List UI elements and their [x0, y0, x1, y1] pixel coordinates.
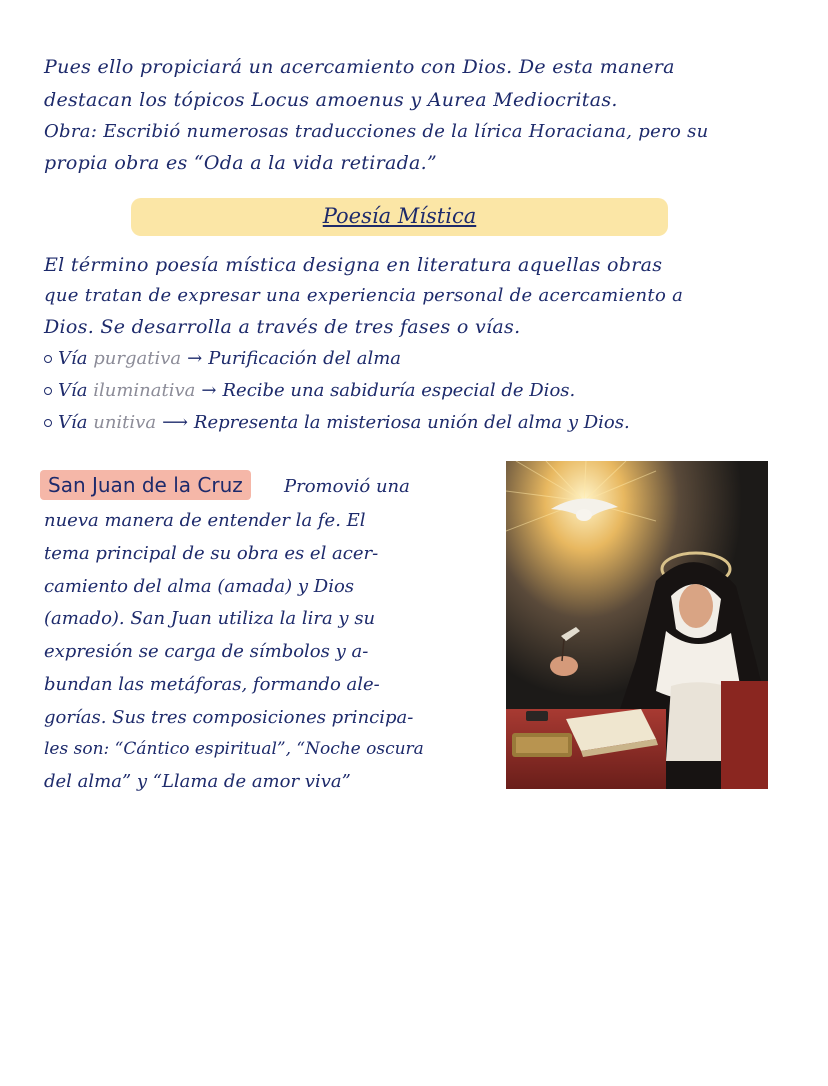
author-line-6: expresión se carga de símbolos y a- — [44, 641, 369, 662]
intro-line-3: Obra: Escribió numerosas traducciones de la lírica Horaciana, pero su — [44, 121, 709, 142]
via-item-purgativa: Vía purgativa → Purificación del alma — [44, 348, 401, 369]
arrow-right-icon: → — [201, 380, 217, 401]
bullet-icon — [44, 355, 52, 363]
intro-line-4: propia obra es “Oda a la vida retirada.” — [44, 152, 438, 174]
author-line-1: Promovió una — [284, 476, 410, 497]
section-title-highlight — [131, 198, 668, 236]
intro-line-2: destacan los tópicos Locus amoenus y Aurea Mediocritas. — [44, 89, 618, 111]
intro-line-1: Pues ello propiciará un acercamiento con Dios. De esta manera — [44, 56, 675, 78]
author-name-highlight: San Juan de la Cruz — [40, 470, 251, 500]
author-line-4: camiento del alma (amada) y Dios — [44, 576, 355, 597]
author-line-7: bundan las metáforas, formando ale- — [44, 674, 380, 695]
author-line-2: nueva manera de entender la fe. El — [44, 510, 366, 531]
via-item-unitiva: Vía unitiva ⟶ Representa la misteriosa unión del alma y Dios. — [44, 412, 630, 433]
definition-line-2: que tratan de expresar una experiencia personal de acercamiento a — [44, 285, 684, 306]
arrow-right-icon: ⟶ — [162, 412, 188, 433]
saint-painting-image — [506, 461, 768, 789]
arrow-right-icon: → — [187, 348, 203, 369]
author-line-3: tema principal de su obra es el acer- — [44, 543, 379, 564]
definition-line-3: Dios. Se desarrolla a través de tres fases o vías. — [44, 316, 521, 338]
author-line-8: gorías. Sus tres composiciones principa- — [44, 707, 414, 728]
bullet-icon — [44, 419, 52, 427]
definition-line-1: El término poesía mística designa en literatura aquellas obras — [44, 254, 663, 276]
section-title: Poesía Mística — [322, 204, 477, 228]
author-line-10: del alma” y “Llama de amor viva” — [44, 771, 351, 792]
author-line-5: (amado). San Juan utiliza la lira y su — [44, 608, 376, 629]
author-line-9: les son: “Cántico espiritual”, “Noche oscura — [44, 739, 424, 759]
via-item-iluminativa: Vía iluminativa → Recibe una sabiduría especial de Dios. — [44, 380, 575, 401]
bullet-icon — [44, 387, 52, 395]
